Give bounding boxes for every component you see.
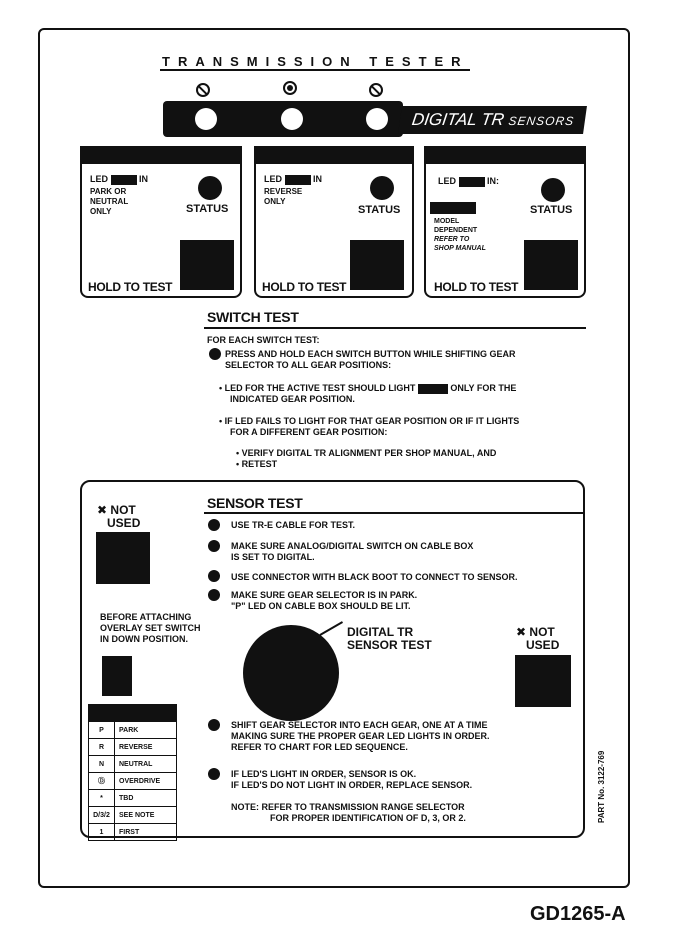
- hold-to-test-label: HOLD TO TEST: [434, 280, 519, 294]
- status-label: STATUS: [358, 204, 401, 216]
- table-row: * TBD: [89, 790, 177, 807]
- overlay-note-3: IN DOWN POSITION.: [100, 634, 189, 644]
- panel-header: [82, 146, 240, 164]
- status-led: [541, 178, 565, 202]
- led-line: LED IN:: [438, 176, 500, 186]
- step-3-icon: [208, 570, 220, 582]
- sensor-step5-b: MAKING SURE THE PROPER GEAR LED LIGHTS IN ORDER.: [231, 731, 490, 741]
- sensor-step6-a: IF LED'S LIGHT IN ORDER, SENSOR IS OK.: [231, 769, 417, 779]
- step-5-icon: [208, 719, 220, 731]
- panel-desc-2: ONLY: [264, 197, 286, 206]
- digital-tr-banner: [398, 106, 587, 134]
- switch-step1-a: PRESS AND HOLD EACH SWITCH BUTTON WHILE SHIFTING GEAR: [225, 349, 516, 359]
- hold-to-test-label: HOLD TO TEST: [262, 280, 347, 294]
- led-line: LED IN: [264, 174, 323, 184]
- gear-label-block: [430, 202, 476, 214]
- sensor-note-b: FOR PROPER IDENTIFICATION OF D, 3, OR 2.: [270, 813, 466, 823]
- switch-test-intro: FOR EACH SWITCH TEST:: [207, 335, 320, 345]
- status-led: [198, 176, 222, 200]
- panel-desc-2: DEPENDENT: [434, 227, 478, 234]
- switch-panel-model: [424, 146, 586, 298]
- step-4-icon: [208, 589, 220, 601]
- step-1-icon: [208, 519, 220, 531]
- led-indicator-icon: [418, 384, 448, 394]
- hold-to-test-label: HOLD TO TEST: [88, 280, 173, 294]
- overlay-set-switch[interactable]: [102, 656, 132, 696]
- led-line: LED IN: [90, 174, 149, 184]
- switch-bullet1-a: • LED FOR THE ACTIVE TEST SHOULD LIGHT ONLY FOR THE: [219, 383, 517, 393]
- panel-header: [256, 146, 412, 164]
- panel-desc-4: SHOP MANUAL: [434, 245, 486, 252]
- table-row: P PARK: [89, 722, 177, 739]
- led-indicator-icon: [459, 177, 485, 187]
- overlay-note-2: OVERLAY SET SWITCH: [100, 623, 201, 633]
- panel-header: [426, 146, 584, 164]
- table-row: Ⓓ OVERDRIVE: [89, 773, 177, 790]
- sensor-note-a: NOTE: REFER TO TRANSMISSION RANGE SELECTOR: [231, 802, 465, 812]
- sensor-step5-c: REFER TO CHART FOR LED SEQUENCE.: [231, 742, 408, 752]
- switch-panel-reverse: [254, 146, 414, 298]
- sensor-step6-b: IF LED'S DO NOT LIGHT IN ORDER, REPLACE SENSOR.: [231, 780, 473, 790]
- banner-sub: SENSORS: [507, 114, 576, 128]
- gear-led-chart: [88, 704, 177, 841]
- panel-desc-1: MODEL: [434, 218, 460, 225]
- led-indicator-icon: [285, 175, 311, 185]
- sensor-test-rule: [204, 512, 585, 514]
- step-2-icon: [208, 540, 220, 552]
- no-symbol-icon: [369, 83, 383, 97]
- step-6-icon: [208, 768, 220, 780]
- panel-desc-1: REVERSE: [264, 187, 303, 196]
- digital-tr-label: DIGITAL TR SENSOR TEST: [347, 625, 432, 652]
- hold-to-test-button[interactable]: [524, 240, 578, 290]
- sensor-step3: USE CONNECTOR WITH BLACK BOOT TO CONNECT TO SENSOR.: [231, 572, 518, 582]
- switch-test-rule: [204, 327, 586, 329]
- hold-to-test-button[interactable]: [350, 240, 404, 290]
- status-label: STATUS: [186, 203, 229, 215]
- switch-bullet2-a: • IF LED FAILS TO LIGHT FOR THAT GEAR POSITION OR IF IT LIGHTS: [219, 416, 520, 426]
- led-indicator-icon: [111, 175, 137, 185]
- switch-bullet2-b: FOR A DIFFERENT GEAR POSITION:: [230, 427, 388, 437]
- status-led: [370, 176, 394, 200]
- panel-desc-2: NEUTRAL: [90, 197, 129, 206]
- banner-main: DIGITAL TR: [410, 110, 506, 129]
- step-bullet-icon: [209, 348, 221, 360]
- status-label: STATUS: [530, 204, 573, 216]
- unused-button-right: [515, 655, 571, 707]
- sensor-port-1[interactable]: [195, 108, 217, 130]
- table-row: R REVERSE: [89, 739, 177, 756]
- digital-tr-sensor-test-button[interactable]: [243, 625, 339, 721]
- figure-code: GD1265-A: [530, 903, 626, 925]
- not-used-right-label: ✖ NOT USED: [516, 625, 560, 652]
- title-underline: [160, 69, 470, 71]
- active-indicator-icon: [283, 81, 297, 95]
- panel-desc-3: REFER TO: [434, 236, 470, 243]
- unused-button-left: [96, 532, 150, 584]
- sensor-port-3[interactable]: [366, 108, 388, 130]
- sensor-port-2[interactable]: [281, 108, 303, 130]
- table-row: N NEUTRAL: [89, 756, 177, 773]
- gear-chart-header: [89, 705, 177, 722]
- sensor-test-title: SENSOR TEST: [207, 495, 303, 511]
- overlay-note-1: BEFORE ATTACHING: [100, 612, 192, 622]
- sensor-step4-a: MAKE SURE GEAR SELECTOR IS IN PARK.: [231, 590, 418, 600]
- hold-to-test-button[interactable]: [180, 240, 234, 290]
- panel-desc-3: ONLY: [90, 207, 112, 216]
- switch-test-title: SWITCH TEST: [207, 309, 299, 325]
- switch-step1-b: SELECTOR TO ALL GEAR POSITIONS:: [225, 360, 392, 370]
- switch-bullet3-a: • VERIFY DIGITAL TR ALIGNMENT PER SHOP MANUAL, AND: [236, 448, 497, 458]
- table-row: 1 FIRST: [89, 824, 177, 841]
- table-row: D/3/2 SEE NOTE: [89, 807, 177, 824]
- sensor-step4-b: "P" LED ON CABLE BOX SHOULD BE LIT.: [231, 601, 411, 611]
- switch-bullet3-b: • RETEST: [236, 459, 278, 469]
- part-number: PART No. 3122-769: [597, 750, 606, 823]
- switch-bullet1-b: INDICATED GEAR POSITION.: [230, 394, 355, 404]
- sensor-step1: USE TR-E CABLE FOR TEST.: [231, 520, 356, 530]
- sensor-step2-a: MAKE SURE ANALOG/DIGITAL SWITCH ON CABLE BOX: [231, 541, 474, 551]
- switch-panel-park-neutral: [80, 146, 242, 298]
- no-symbol-icon: [196, 83, 210, 97]
- sensor-step2-b: IS SET TO DIGITAL.: [231, 552, 315, 562]
- panel-desc-1: PARK OR: [90, 187, 127, 196]
- sensor-step5-a: SHIFT GEAR SELECTOR INTO EACH GEAR, ONE AT A TIME: [231, 720, 488, 730]
- page-title: TRANSMISSION TESTER: [162, 54, 469, 69]
- not-used-left-label: ✖ NOT USED: [97, 503, 141, 530]
